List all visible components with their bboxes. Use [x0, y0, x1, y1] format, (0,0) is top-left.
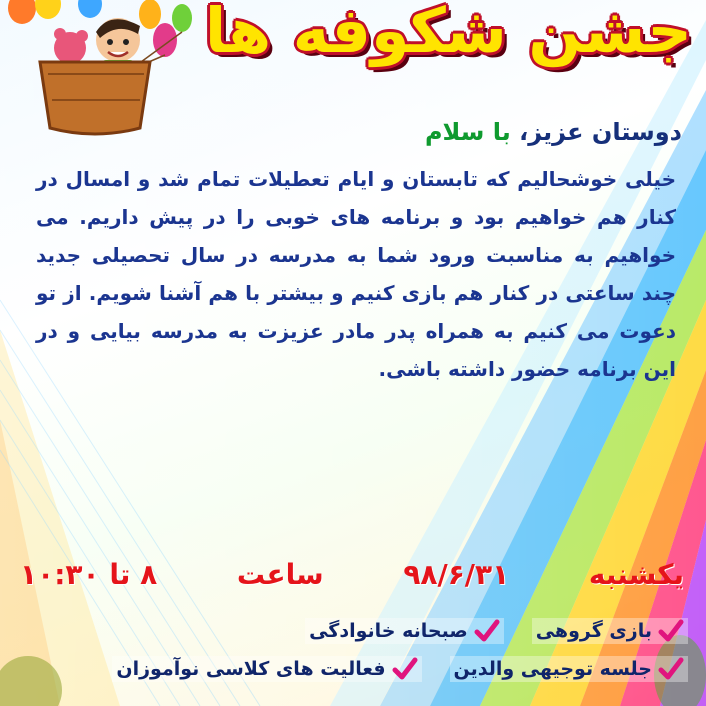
- invitation-body: خیلی خوشحالیم که تابستان و ایام تعطیلات تمام شد و امسال در کنار هم خواهیم بود و برنامه های خوبی را در پیش داریم. می خواهیم به مناسبت ورود شما به مدرسه در سال تحصیلی جدید چند ساعتی در کنار هم بازی کنیم و بیشتر با هم آشنا شویم. از تو دعوت می کنیم به همراه پدر مادر عزیزت به مدرسه بیایی و در این برنامه حضور داشته باشی.: [36, 167, 676, 381]
- event-time-range: ۸ تا ۱۰:۳۰: [20, 558, 158, 591]
- event-date: ۹۸/۶/۳۱: [403, 558, 510, 591]
- balloon-icon: [139, 0, 161, 29]
- program-row: [18, 618, 688, 644]
- hot-air-balloon-illustration: [0, 0, 200, 140]
- program-item-label: فعالیت های کلاسی نوآموزان: [116, 658, 386, 680]
- balloon-icon: [153, 23, 177, 57]
- checkmark-icon: [658, 618, 684, 644]
- greeting: [425, 118, 682, 146]
- greeting-salam: با سلام: [424, 118, 511, 146]
- balloon-icon: [8, 0, 36, 24]
- program-row: [18, 656, 688, 682]
- balloon-icon: [172, 4, 192, 32]
- program-item: [532, 618, 688, 644]
- program-list: [18, 618, 688, 694]
- balloon-icon: [78, 0, 102, 18]
- greeting-prefix: دوستان عزیز،: [510, 118, 682, 146]
- program-item-label: صبحانه خانوادگی: [309, 620, 468, 642]
- event-day: یکشنبه: [588, 558, 684, 591]
- program-item: [450, 656, 688, 682]
- checkmark-icon: [392, 656, 418, 682]
- program-item: [305, 618, 504, 644]
- event-time-label: ساعت: [236, 558, 324, 591]
- checkmark-icon: [658, 656, 684, 682]
- program-item-label: جلسه توجیهی والدین: [453, 658, 652, 680]
- balloon-icon: [35, 0, 61, 19]
- program-item: [112, 656, 421, 682]
- checkmark-icon: [474, 618, 500, 644]
- event-date-line: [20, 558, 684, 591]
- poster-title: جشن شکوفه ها: [204, 0, 692, 67]
- program-item-label: بازی گروهی: [535, 620, 652, 642]
